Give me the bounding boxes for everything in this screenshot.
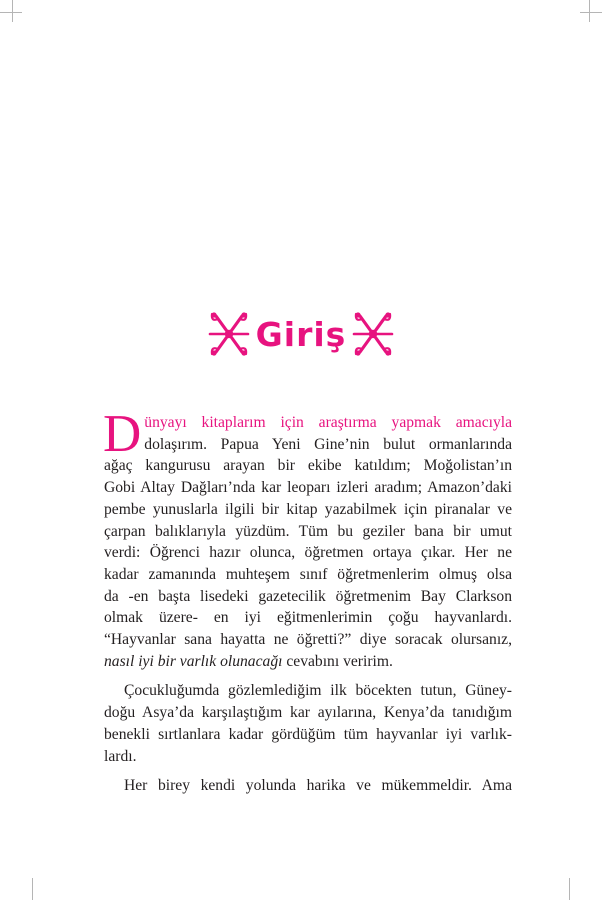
text-line: Her birey kendi yolunda harika ve mükemmeldir. Ama [124, 777, 512, 795]
crop-mark [32, 878, 33, 900]
text-line: Çocukluğumda gözlemlediğim ilk böcekten tutun, Güney- [124, 682, 512, 700]
paragraph [104, 680, 512, 767]
text-line: “Hayvanlar sana hayatta ne öğretti?” diye soracak olursanız, [104, 631, 512, 649]
crop-mark [589, 0, 590, 22]
chapter-body [103, 405, 512, 797]
crop-mark [569, 878, 570, 900]
drop-cap: D [103, 405, 142, 463]
paragraph-lead: ünyayı kitaplarım için araştırma yapmak amacıyla [144, 414, 512, 431]
paragraph [103, 405, 512, 672]
text-line: benekli sırtlanlara kadar gördüğüm tüm hayvanlar iyi varlık- [104, 725, 512, 743]
italic-phrase: nasıl iyi bir varlık olunacağı [104, 652, 283, 670]
text-fragment: cevabını veririm. [282, 652, 393, 670]
flourish-ornament-icon [208, 310, 250, 358]
crop-mark [0, 12, 22, 13]
crop-mark [12, 0, 13, 22]
text-line: Gobi Altay Dağları’nda kar leoparı izleri aradım; Amazon’daki [104, 479, 512, 497]
crop-mark [580, 12, 602, 13]
chapter-heading [0, 306, 602, 362]
text-line: olmak üzere- en iyi eğitmenlerimin çoğu hayvanlardı. [104, 609, 512, 627]
flourish-ornament-icon [352, 310, 394, 358]
paragraph [104, 775, 512, 797]
chapter-title: Giriş [255, 314, 347, 354]
text-line: kadar zamanında muhteşem sınıf öğretmenlerim olmuş olsa [104, 565, 512, 583]
text-line: çarpan balıklarıyla yüzdüm. Tüm bu geziler bana bir umut [104, 522, 512, 540]
text-line: lardı. [104, 747, 137, 765]
text-line [104, 651, 512, 673]
text-line: ağaç kangurusu arayan bir ekibe katıldım; Moğolistan’ın [104, 457, 512, 475]
text-line: dolaşırım. Papua Yeni Gine’nin bulut ormanlarında [144, 435, 512, 453]
text-line: doğu Asya’da karşılaştığım kar ayılarına, Kenya’da tanıdığım [104, 704, 512, 722]
text-line: pembe yunuslarla ilgili bir kitap yazabilmek için piranalar ve [104, 500, 512, 518]
text-line: da -en başta lisedeki gazetecilik öğretmenim Bay Clarkson [104, 587, 512, 605]
text-line: verdi: Öğrenci hazır olunca, öğretmen ortaya çıkar. Her ne [104, 544, 512, 562]
